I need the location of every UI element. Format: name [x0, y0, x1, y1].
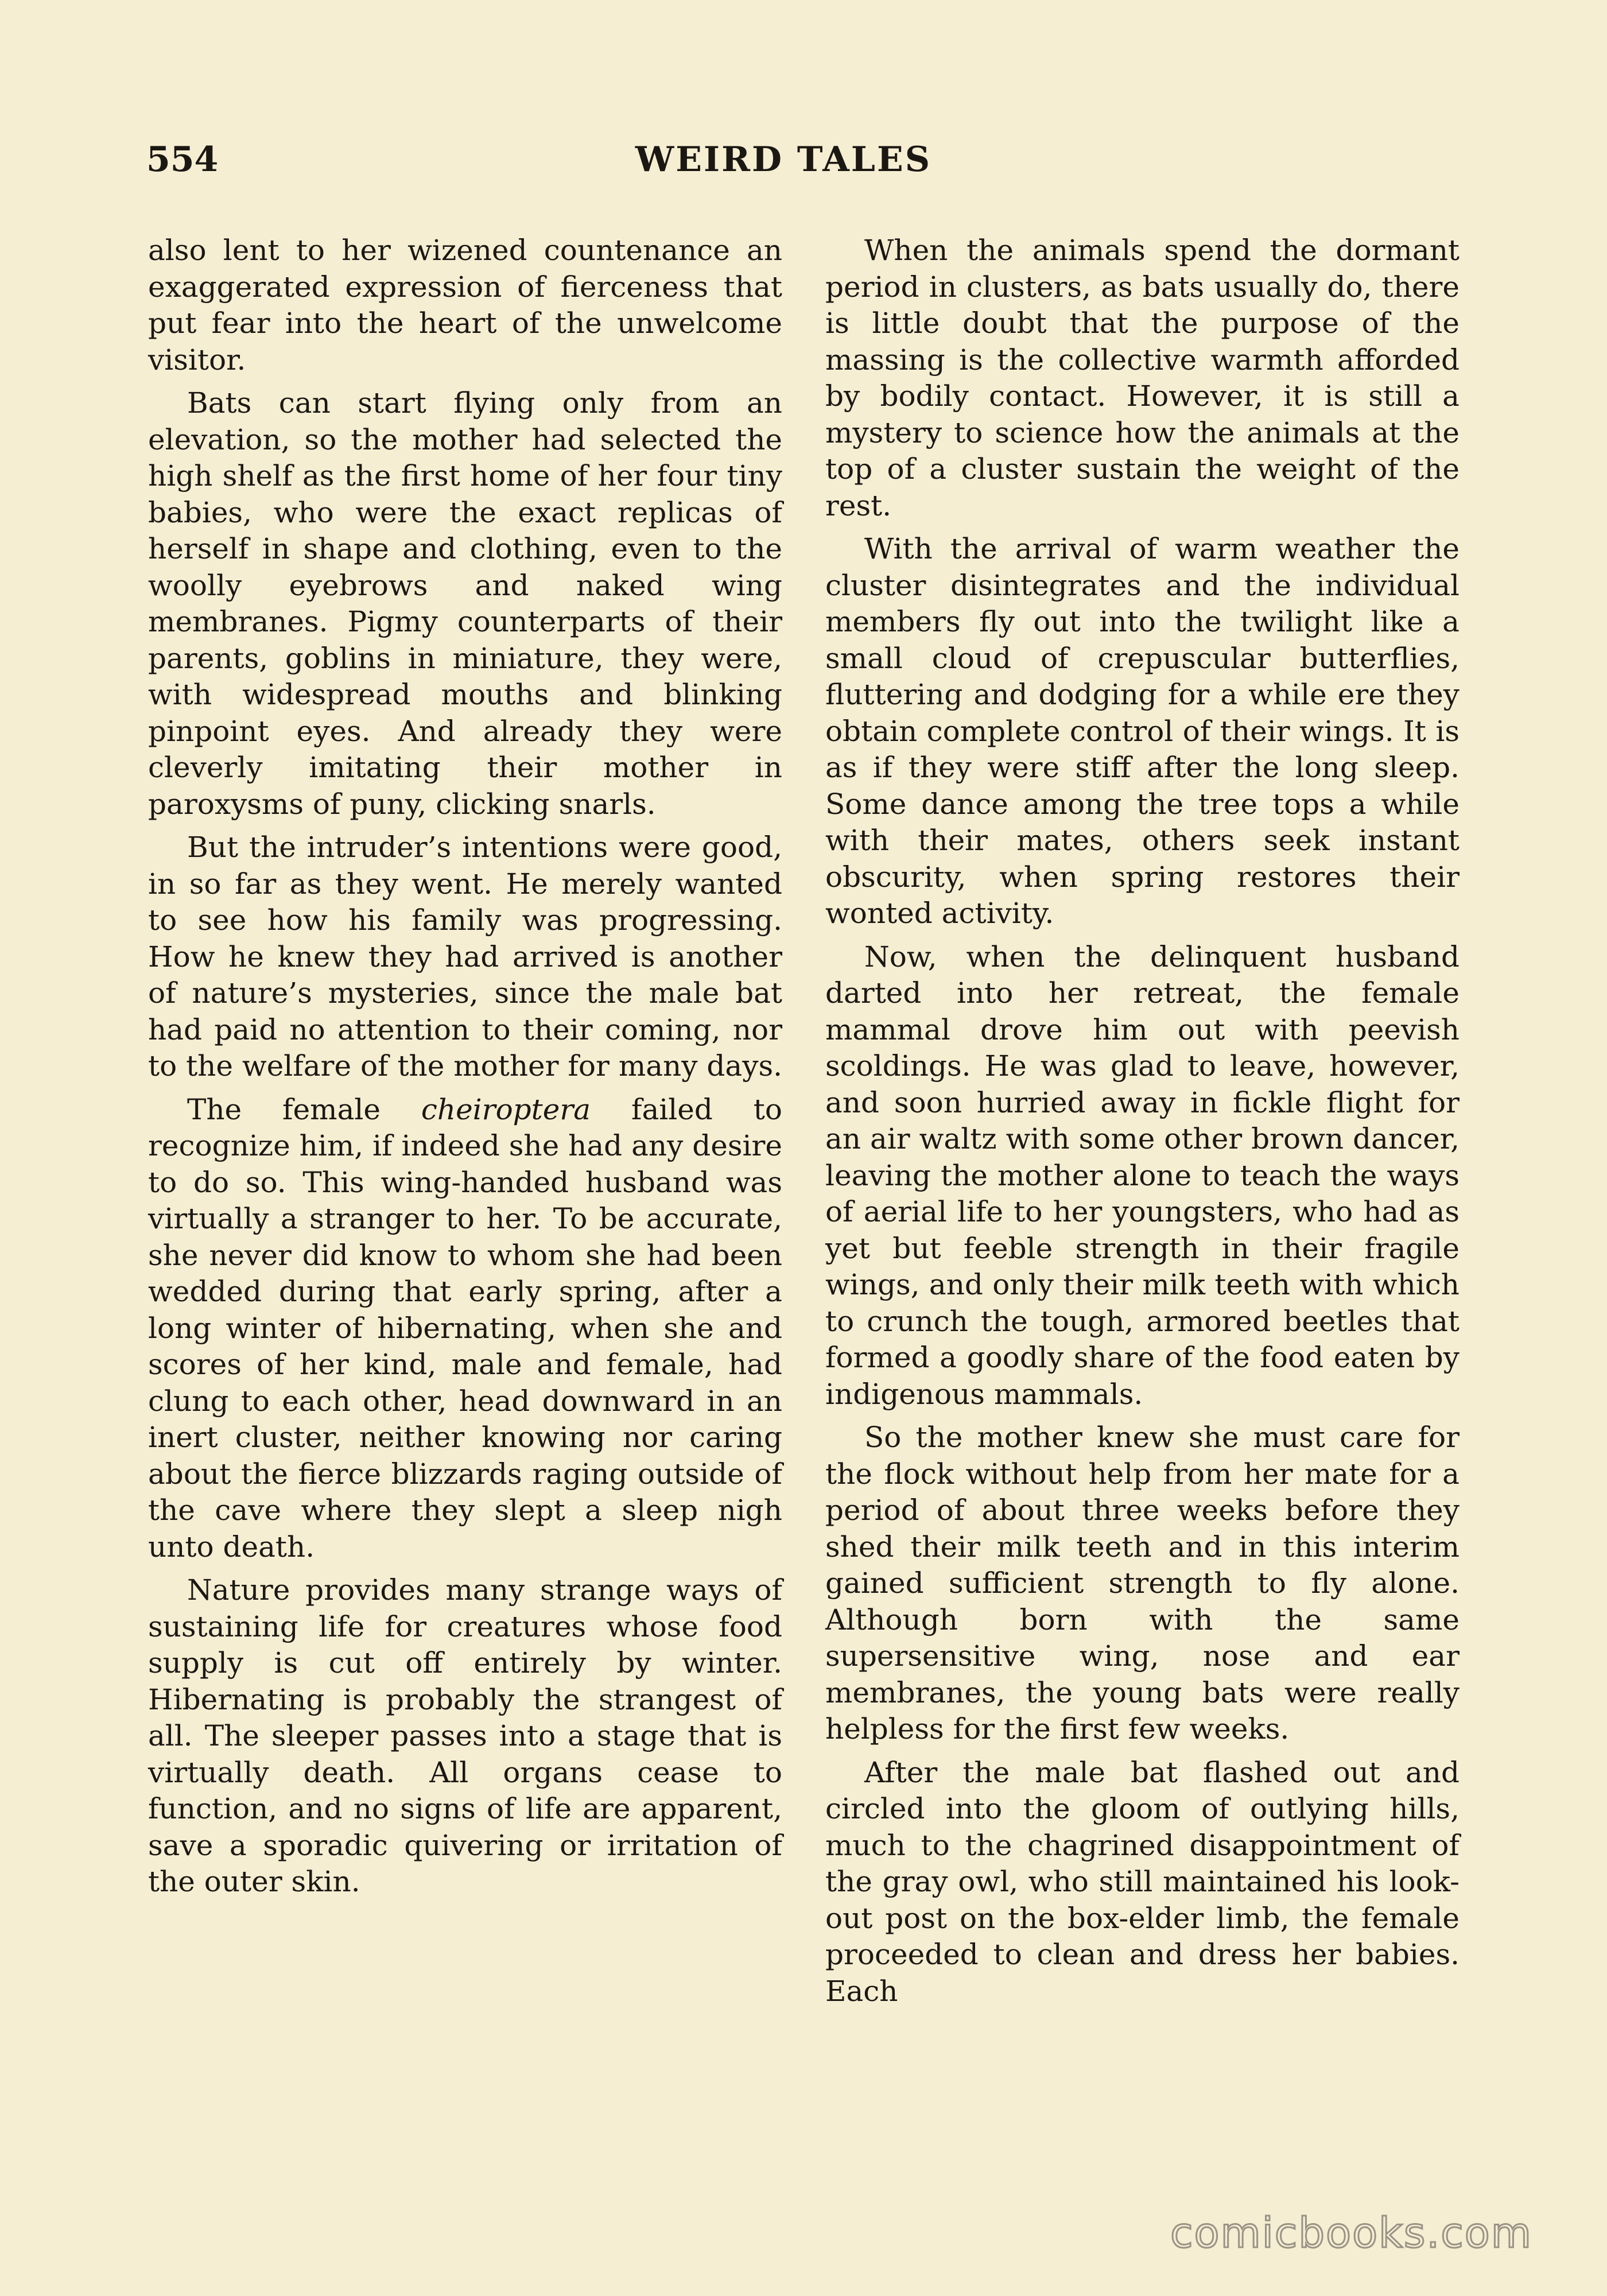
- watermark: comicbooks.com: [1170, 2209, 1532, 2257]
- paragraph-text: failed to recognize him, if indeed she had any desire to do so. This wing-handed husband was virtually a stranger to her. To be accurate, she never did know to whom she had been wedded during that early spring, after a long winter of hibernating, when she and scores of her kind, male and female, had clung to each other, head downward in an inert cluster, neither knowing nor caring about the fierce blizzards raging outside of the cave where they slept a sleep nigh unto death.: [148, 1092, 782, 1564]
- running-title: WEIRD TALES: [635, 139, 932, 180]
- paragraph: [148, 1092, 782, 1566]
- paragraph: But the intruder’s intentions were good, in so far as they went. He merely wanted to see how his family was progressing. How he knew they had arrived is another of nature’s mysteries, since the male bat had paid no attention to their coming, nor to the welfare of the mother for many days.: [148, 831, 783, 1083]
- paragraph: After the male bat flashed out and circled into the gloom of outlying hills, much to the chagrined disappointment of the gray owl, who still maintained his look-out post on the box-elder limb, the female proceeded to clean and dress her babies. Each: [825, 1755, 1460, 2008]
- paragraph: So the mother knew she must care for the flock without help from her mate for a period of about three weeks before they shed their milk teeth and in this interim gained sufficient strength to fly alone. Although born with the same supersensitive wing, nose and ear membranes, the young bats were really helpless for the first few weeks.: [825, 1421, 1460, 1746]
- page-number: 554: [146, 139, 219, 180]
- paragraph: Bats can start flying only from an elevation, so the mother had selected the high shelf as the first home of her four tiny babies, who were the exact replicas of herself in shape and clothing, even to the woolly eyebrows and naked wing membranes. Pigmy counterparts of their parents, goblins in miniature, they were, with widespread mouths and blinking pinpoint eyes. And already they were cleverly imitating their mother in paroxysms of puny, clicking snarls.: [148, 386, 782, 821]
- italic-term: cheiroptera: [421, 1092, 591, 1126]
- paragraph: also lent to her wizened countenance an exaggerated expression of fierceness that put fear into the heart of the unwelcome visitor.: [148, 234, 782, 377]
- left-column: [148, 232, 782, 1907]
- paragraph: Nature provides many strange ways of sustaining life for creatures whose food supply is cut off entirely by winter. Hibernating is probably the strangest of all. The sleeper passes into a stage that is virtually death. All organs cease to function, and no signs of life are apparent, save a sporadic quivering or irritation of the outer skin.: [148, 1573, 782, 1898]
- paragraph: Now, when the delinquent husband darted into her retreat, the female mammal drove him out with peevish scoldings. He was glad to leave, however, and soon hurried away in fickle flight for an air waltz with some other brown dancer, leaving the mother alone to teach the ways of aerial life to her youngsters, who had as yet but feeble strength in their fragile wings, and only their milk teeth with which to crunch the tough, armored beetles that formed a goodly share of the food eaten by indigenous mammals.: [825, 940, 1460, 1411]
- paragraph: When the animals spend the dormant period in clusters, as bats usually do, there is little doubt that the purpose of the massing is the collective warmth afforded by bodily contact. However, it is still a mystery to science how the animals at the top of a cluster sustain the weight of the rest.: [825, 234, 1460, 522]
- right-column: [825, 232, 1460, 2016]
- paragraph: With the arrival of warm weather the cluster disintegrates and the individual members fly out into the twilight like a small cloud of crepuscular butterflies, fluttering and dodging for a while ere they obtain complete control of their wings. It is as if they were stiff after the long sleep. Some dance among the tree tops a while with their mates, others seek instant obscurity, when spring restores their wonted activity.: [825, 532, 1460, 930]
- paragraph-text: The female: [187, 1092, 421, 1126]
